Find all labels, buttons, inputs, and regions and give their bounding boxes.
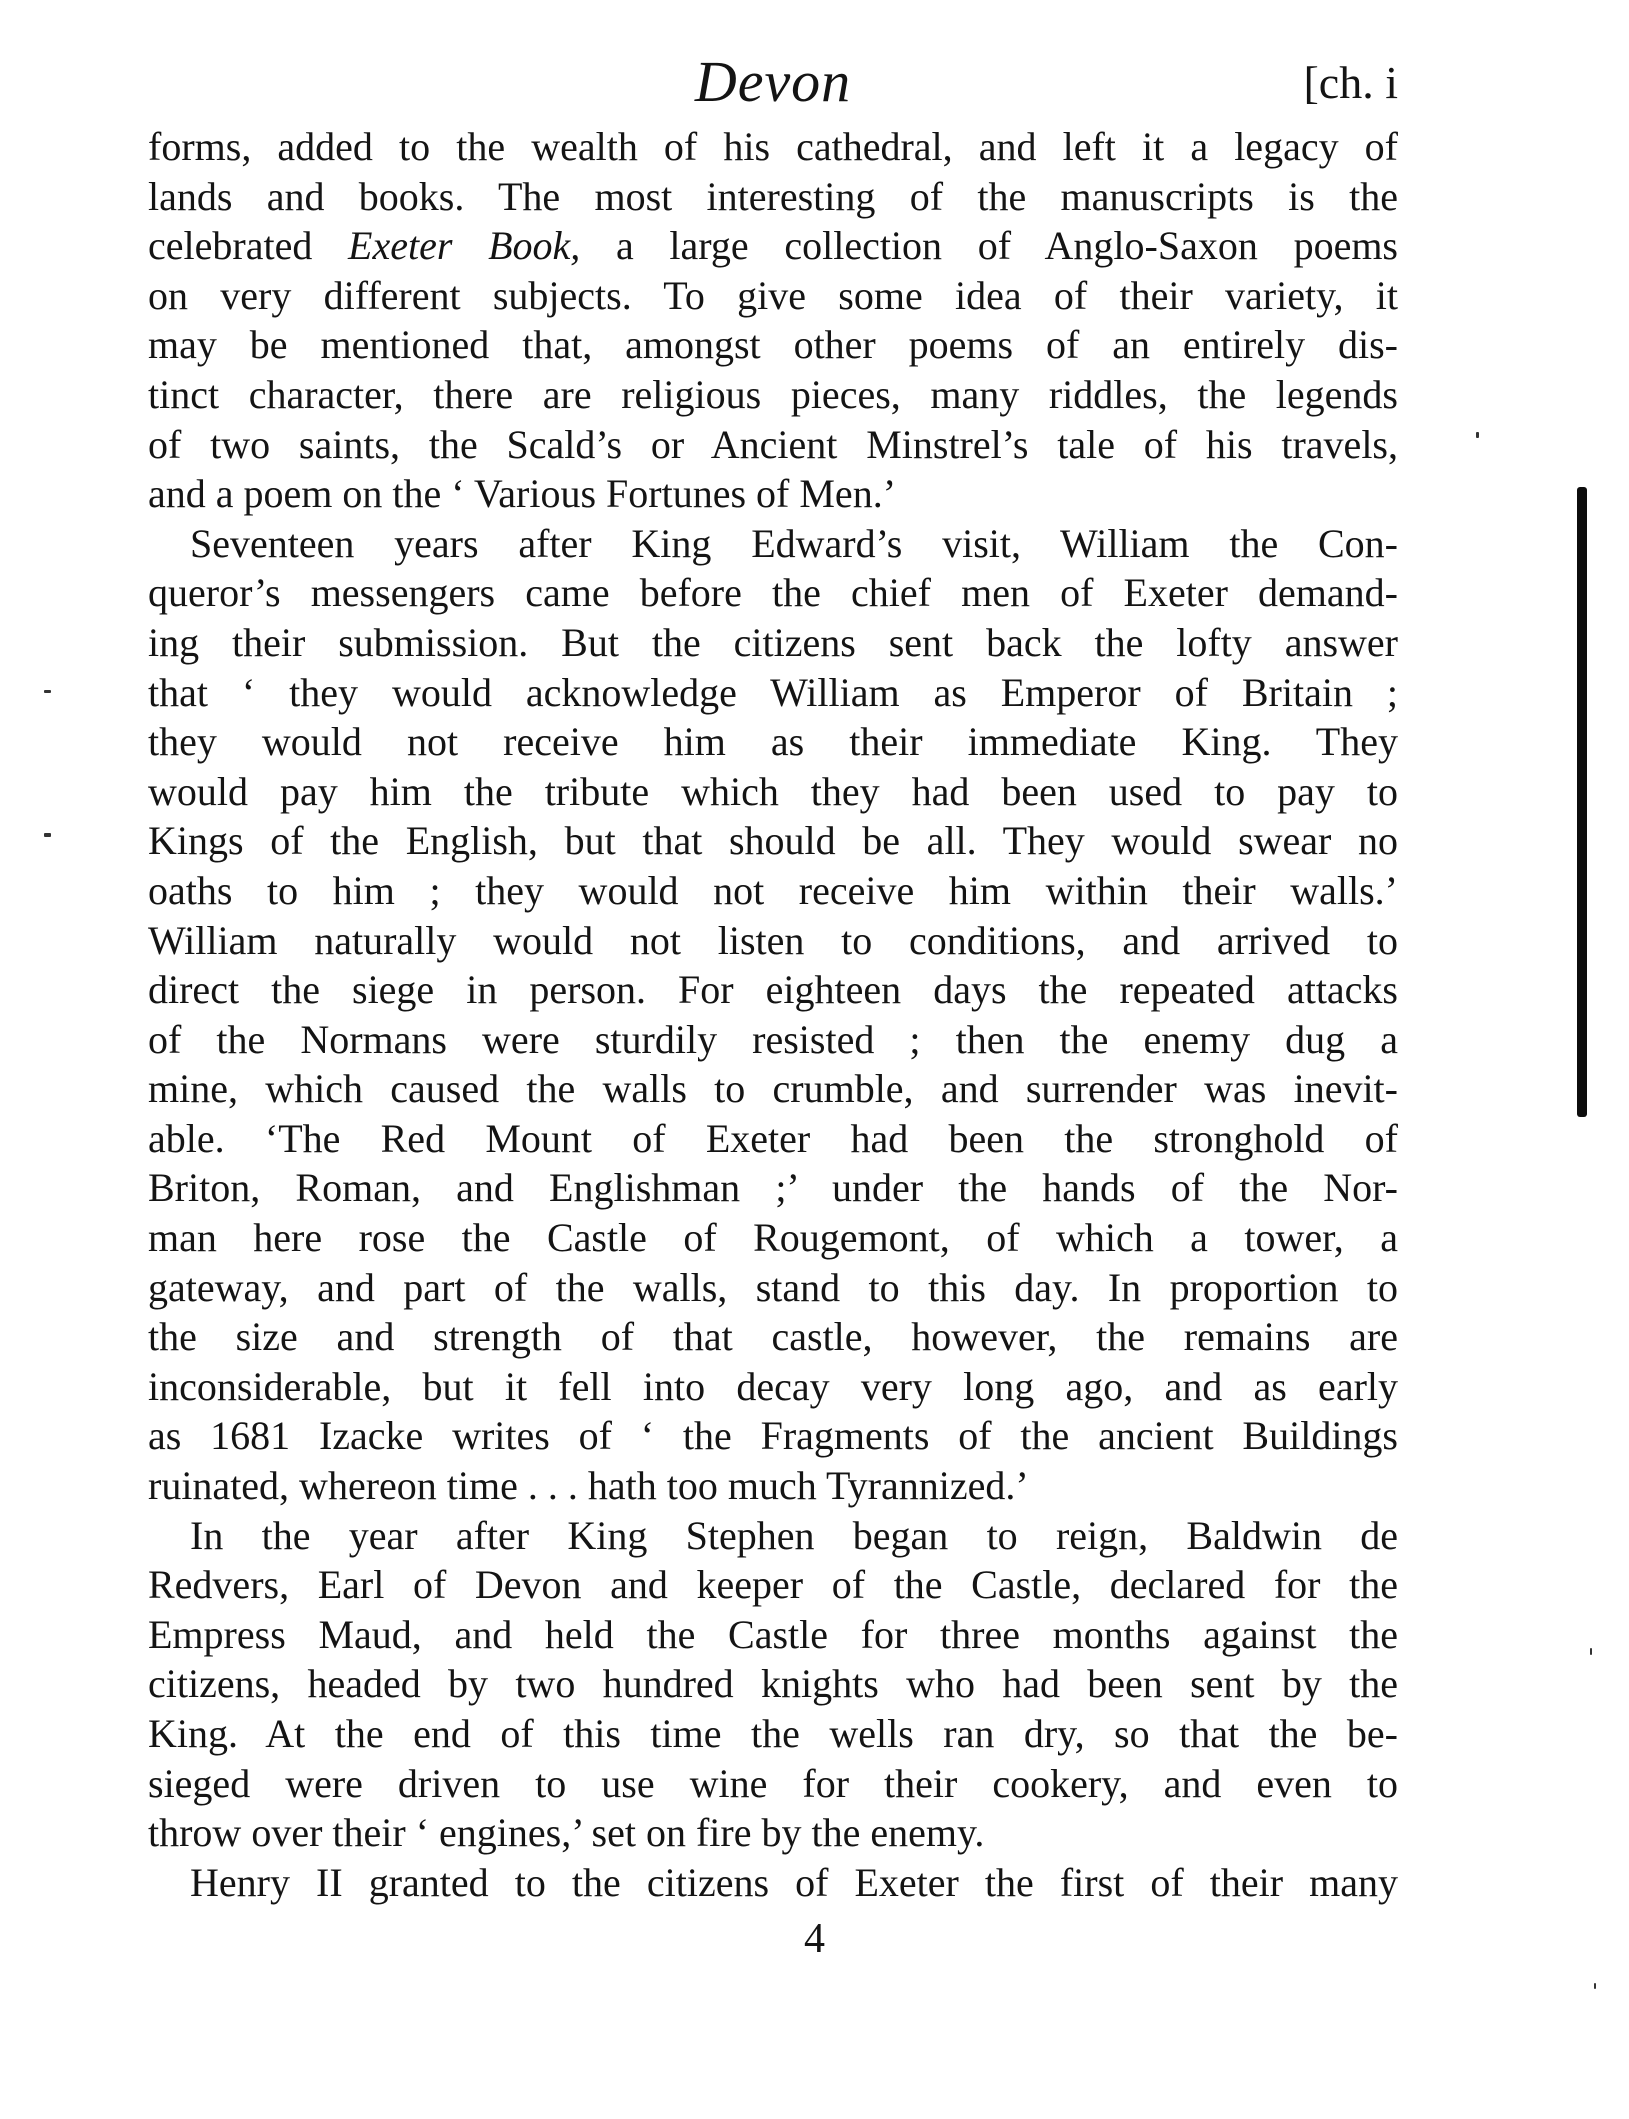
running-title: Devon [694,49,852,114]
text-line: throw over their ‘ engines,’ set on fire by the enemy. [148,1810,985,1856]
scan-speck [1594,1983,1596,1989]
text-line: inconsiderable, but it fell into decay very long ago, and as early [148,1363,1398,1409]
text-run: a large collection of Anglo-Saxon poems [580,223,1398,269]
text-line: man here rose the Castle of Rougemont, of which a tower, a [148,1215,1398,1261]
text-line: tinct character, there are religious pieces, many riddles, the legends [148,371,1398,417]
text-line: they would not receive him as their immediate King. They [148,719,1398,765]
text-line: queror’s messengers came before the chief men of Exeter demand- [148,570,1398,616]
text-line: able. ‘The Red Mount of Exeter had been the stronghold of [148,1115,1398,1161]
text-line: Seventeen years after King Edward’s visit, William the Con- [190,520,1398,566]
text-line: and a poem on the ‘ Various Fortunes of Men.’ [148,471,897,517]
text-line: King. At the end of this time the wells ran dry, so that the be- [148,1711,1398,1756]
text-line [148,221,1398,271]
text-line: William naturally would not listen to conditions, and arrived to [148,917,1398,963]
text-line: of the Normans were sturdily resisted ; then the enemy dug a [148,1016,1398,1062]
text-run: celebrated [148,223,349,269]
scan-speck [44,690,51,693]
margin-scan-mark [1577,487,1587,1117]
text-line: that ‘ they would acknowledge William as Emperor of Britain ; [148,669,1398,715]
scan-speck [44,833,51,837]
text-line: Empress Maud, and held the Castle for three months against the [148,1611,1398,1657]
running-header [148,48,1398,128]
text-line: Kings of the English, but that should be all. They would swear no [148,818,1398,864]
text-line: as 1681 Izacke writes of ‘ the Fragments of the ancient Buildings [148,1413,1398,1459]
scan-speck [1590,1648,1592,1655]
text-line: would pay him the tribute which they had been used to pay to [148,768,1398,814]
text-line: oaths to him ; they would not receive him within their walls.’ [148,867,1398,913]
scan-speck [1476,432,1479,438]
chapter-marker: [ch. i [1303,57,1398,108]
text-line: direct the siege in person. For eighteen days the repeated attacks [148,967,1398,1013]
text-line: mine, which caused the walls to crumble, and surrender was inevit- [148,1066,1398,1112]
text-line: on very different subjects. To give some idea of their variety, it [148,272,1398,318]
text-line: Redvers, Earl of Devon and keeper of the Castle, declared for the [148,1562,1398,1608]
text-line: sieged were driven to use wine for their cookery, and even to [148,1760,1398,1806]
page-number: 4 [804,1916,825,1962]
text-line: the size and strength of that castle, however, the remains are [148,1314,1398,1360]
text-line: ing their submission. But the citizens sent back the lofty answer [148,619,1398,665]
text-line: lands and books. The most interesting of the manuscripts is the [148,173,1398,219]
book-title-italic: Exeter Book, [348,223,581,269]
text-line: ruinated, whereon time . . . hath too much Tyrannized.’ [148,1463,1029,1509]
text-line: citizens, headed by two hundred knights who had been sent by the [148,1661,1398,1707]
text-line: Briton, Roman, and Englishman ;’ under the hands of the Nor- [148,1165,1398,1211]
text-line: may be mentioned that, amongst other poems of an entirely dis- [148,322,1398,368]
text-line: In the year after King Stephen began to reign, Baldwin de [190,1512,1398,1558]
text-line: of two saints, the Scald’s or Ancient Minstrel’s tale of his travels, [148,421,1398,467]
text-line: forms, added to the wealth of his cathedral, and left it a legacy of [148,124,1398,169]
text-line: gateway, and part of the walls, stand to this day. In proportion to [148,1264,1398,1310]
body-text [148,122,1398,1907]
text-line: Henry II granted to the citizens of Exeter the first of their many [190,1859,1398,1905]
